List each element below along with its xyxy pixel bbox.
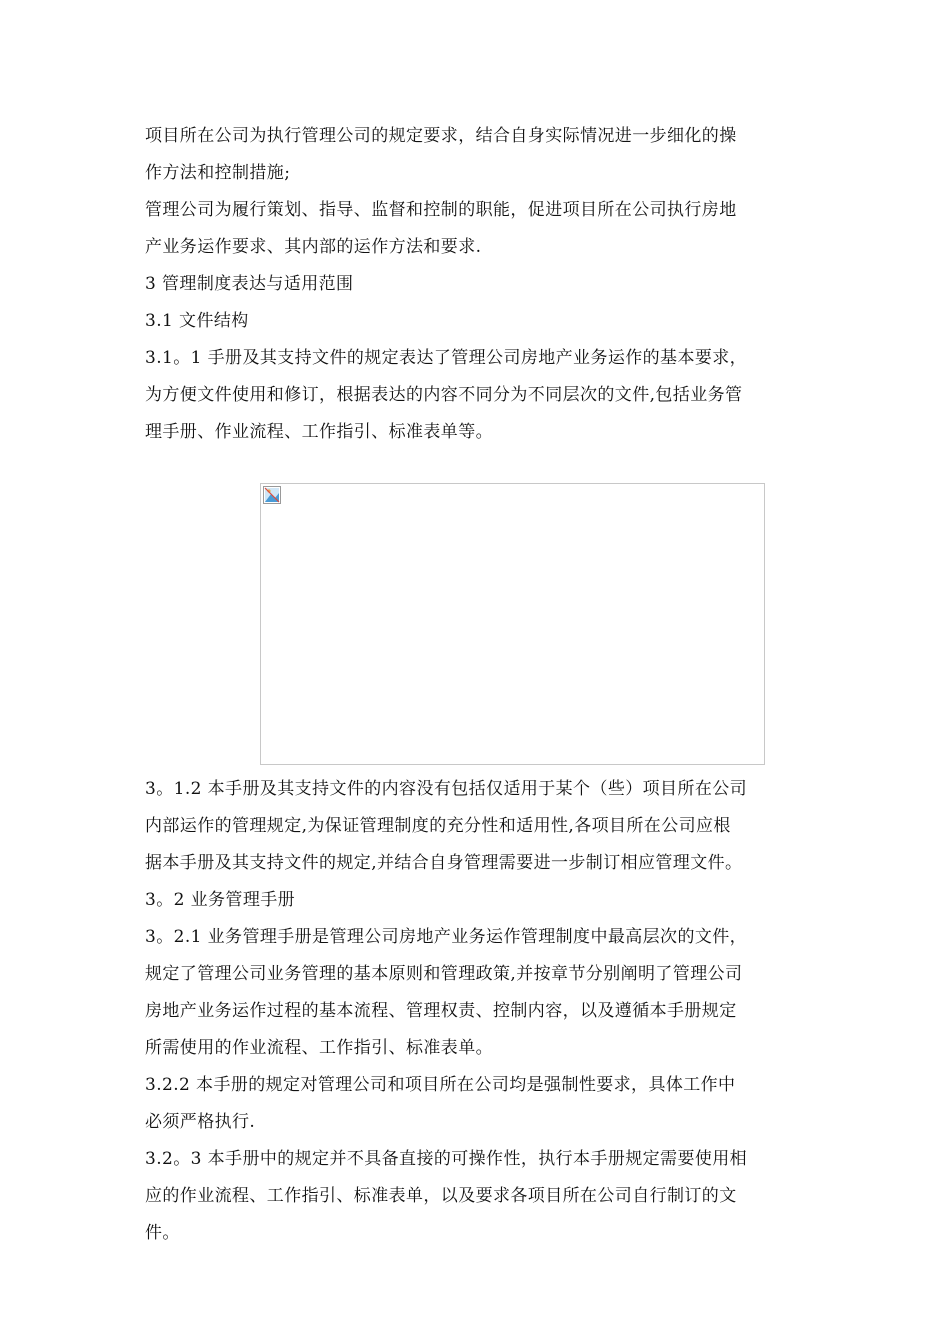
text-line: 为方便文件使用和修订，根据表达的内容不同分为不同层次的文件,包括业务管 [145, 385, 743, 405]
text-line: 理手册、作业流程、工作指引、标准表单等。 [145, 422, 493, 442]
text-line: 必须严格执行. [145, 1112, 256, 1132]
subsection-heading: 3.1 文件结构 [145, 311, 249, 331]
text-line: 应的作业流程、工作指引、标准表单，以及要求各项目所在公司自行制订的文 [145, 1186, 737, 1206]
text-line: 所需使用的作业流程、工作指引、标准表单。 [145, 1038, 493, 1058]
section-heading: 3 管理制度表达与适用范围 [145, 274, 354, 294]
text-line: 规定了管理公司业务管理的基本原则和管理政策,并按章节分别阐明了管理公司 [145, 964, 743, 984]
figure-container [145, 451, 813, 771]
text-line: 内部运作的管理规定,为保证管理制度的充分性和适用性,各项目所在公司应根 [145, 816, 731, 836]
text-line: 3。1.2 本手册及其支持文件的内容没有包括仅适用于某个（些）项目所在公司 [145, 779, 748, 799]
text-line: 据本手册及其支持文件的规定,并结合自身管理需要进一步制订相应管理文件。 [145, 853, 743, 873]
text-line: 产业务运作要求、其内部的运作方法和要求. [145, 237, 482, 257]
text-line: 3.1。1 手册及其支持文件的规定表达了管理公司房地产业务运作的基本要求， [145, 348, 748, 368]
text-line: 项目所在公司为执行管理公司的规定要求，结合自身实际情况进一步细化的操 [145, 126, 737, 146]
text-line: 3.2.2 本手册的规定对管理公司和项目所在公司均是强制性要求，具体工作中 [145, 1075, 736, 1095]
text-line: 3。2.1 业务管理手册是管理公司房地产业务运作管理制度中最高层次的文件， [145, 927, 748, 947]
text-line: 件。 [145, 1223, 180, 1243]
document-page [145, 118, 813, 1252]
subsection-heading: 3。2 业务管理手册 [145, 890, 296, 910]
broken-image-icon [263, 486, 281, 504]
text-line: 管理公司为履行策划、指导、监督和控制的职能，促进项目所在公司执行房地 [145, 200, 737, 220]
text-line: 房地产业务运作过程的基本流程、管理权责、控制内容，以及遵循本手册规定 [145, 1001, 737, 1021]
text-line: 作方法和控制措施; [145, 163, 291, 183]
image-placeholder [260, 483, 765, 765]
text-line: 3.2。3 本手册中的规定并不具备直接的可操作性，执行本手册规定需要使用相 [145, 1149, 748, 1169]
